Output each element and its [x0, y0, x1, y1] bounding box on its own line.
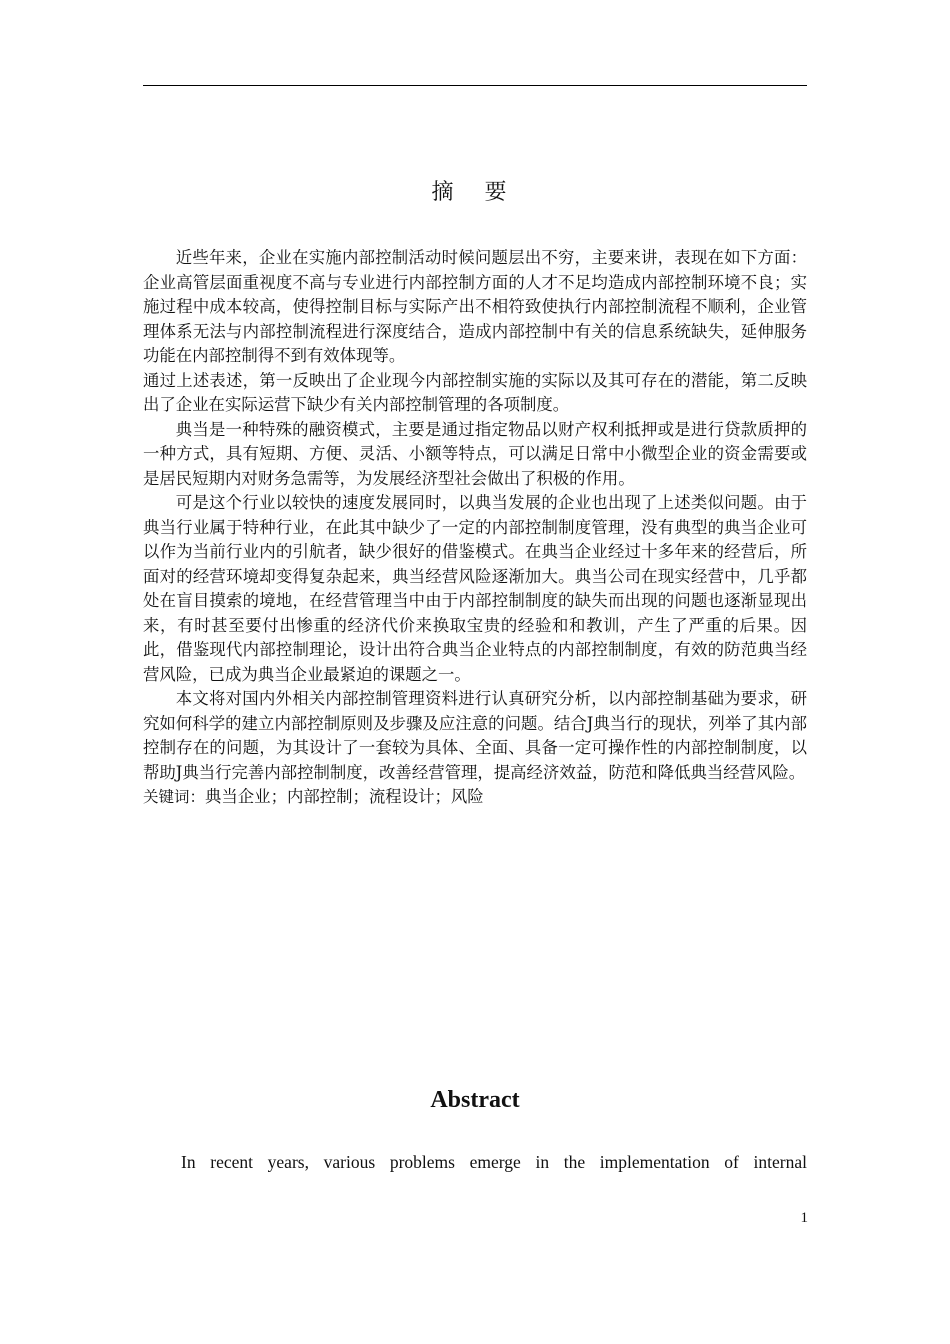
- chinese-paragraph-1: 近些年来，企业在实施内部控制活动时候问题层出不穷，主要来讲，表现在如下方面：企业高管层面重视度不高与专业进行内部控制方面的人才不足均造成内部控制环境不良；实施过程中成本较高，使得控制目标与实际产出不相符致使执行内部控制流程不顺利，企业管理体系无法与内部控制流程进行深度结合，造成内部控制中有关的信息系统缺失，延伸服务功能在内部控制得不到有效体现等。: [143, 248, 807, 365]
- chinese-paragraph-5: 本文将对国内外相关内部控制管理资料进行认真研究分析，以内部控制基础为要求，研究如何科学的建立内部控制原则及步骤及应注意的问题。结合J典当行的现状，列举了其内部控制存在的问题，为其设计了一套较为具体、全面、具备一定可操作性的内部控制制度，以帮助J典当行完善内部控制制度，改善经营管理，提高经济效益，防范和降低典当经营风险。: [143, 689, 807, 782]
- chinese-paragraph-2: 通过上述表述，第一反映出了企业现今内部控制实施的实际以及其可存在的潜能，第二反映出了企业在实际运营下缺少有关内部控制管理的各项制度。: [143, 370, 807, 414]
- chinese-paragraph-4: 可是这个行业以较快的速度发展同时，以典当发展的企业也出现了上述类似问题。由于典当行业属于特种行业，在此其中缺少了一定的内部控制制度管理，没有典型的典当企业可以作为当前行业内的引航者，缺少很好的借鉴模式。在典当企业经过十多年来的经营后，所面对的经营环境却变得复杂起来，典当经营风险逐渐加大。典当公司在现实经营中，几乎都处在盲目摸索的境地，在经营管理当中由于内部控制制度的缺失而出现的问题也逐渐显现出来，有时甚至要付出惨重的经济代价来换取宝贵的经验和和教训，产生了严重的后果。因此，借鉴现代内部控制理论，设计出符合典当企业特点的内部控制制度，有效的防范典当经营风险，已成为典当企业最紧迫的课题之一。: [143, 493, 807, 684]
- english-abstract-title: Abstract: [430, 1087, 520, 1113]
- page-number: 1: [800, 1210, 808, 1226]
- keywords-line: [143, 785, 807, 810]
- keywords-text: 典当企业；内部控制；流程设计；风险: [205, 787, 484, 806]
- chinese-abstract-title: 摘 要: [431, 180, 519, 205]
- keywords-label: 关键词：: [143, 788, 206, 806]
- header-rule: [143, 85, 807, 86]
- english-first-line: In recent years, various problems emerge in the implementation of internal: [181, 1152, 807, 1172]
- chinese-abstract-body: [143, 246, 807, 810]
- english-abstract-body: [143, 1150, 807, 1174]
- chinese-paragraph-3: 典当是一种特殊的融资模式，主要是通过指定物品以财产权利抵押或是进行贷款质押的一种方式，具有短期、方便、灵活、小额等特点，可以满足日常中小微型企业的资金需要或是居民短期内对财务急需等，为发展经济型社会做出了积极的作用。: [143, 419, 807, 488]
